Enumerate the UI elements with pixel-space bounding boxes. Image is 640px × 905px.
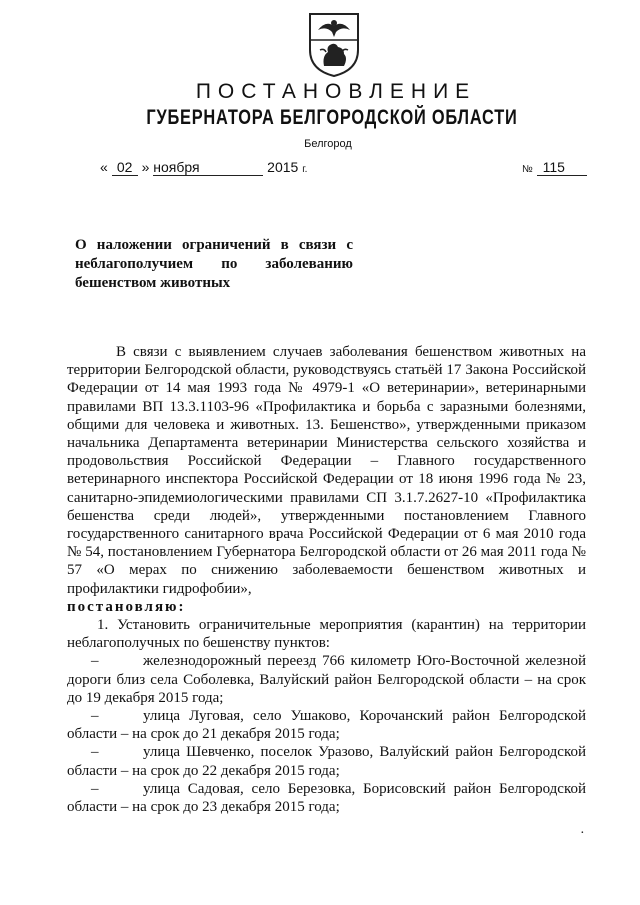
list-item (67, 780, 586, 816)
list-item-text: улица Садовая, село Березовка, Борисовский район Белгородской области – на срок до 23 декабря 2015 года; (67, 780, 586, 816)
document-subject: О наложении ограничений в связи с неблагополучием по заболеванию бешенством животных (75, 237, 353, 291)
resolve-word: постановляю: (67, 598, 186, 615)
list-item (67, 707, 586, 743)
number-label: № (522, 164, 533, 175)
date-day: 02 (112, 159, 138, 176)
scan-mark: · (580, 826, 585, 841)
list-item-text: улица Шевченко, поселок Уразово, Валуйский район Белгородской области – на срок до 22 декабря 2015 года; (67, 744, 586, 779)
document-city: Белгород (304, 138, 352, 150)
preamble-paragraph: В связи с выявлением случаев заболевания бешенством животных на территории Белгородской области, руководствуясь статьёй 17 Закона Российской Федерации от 14 мая 1993 года № 4979-1 «О ветеринарии», ветеринарными правилами ВП 13.3.1103-96 «Профилактика и борьба с заразными болезнями, общими для человека и животных. 13. Бешенство», утвержденными приказом начальника Департамента ветеринарии Министерства сельского хозяйства и продовольствия Российской Федерации – Главного государственного ветеринарного инспектора Российской Федерации от 18 июня 1996 года № 23, санитарно-эпидемиологическими правилами СП 3.1.7.2627-10 «Профилактика бешенства среди людей», утвержденными постановлением Главного государственного санитарного врача Российской Федерации от 6 мая 2010 года № 54, постановлением Губернатора Белгородской области от 26 мая 2011 года № 57 «О мерах по снижению заболеваемости бешенством животных и профилактики гидрофобии», (67, 344, 586, 597)
list-item-text: железнодорожный переезд 766 километр Юго-Восточной железной дороги близ села Соболевка, Валуйский район Белгородской области – на срок до 19 декабря 2015 года; (67, 653, 586, 706)
list-dash: – (91, 744, 99, 761)
date-year: 2015 (267, 159, 299, 175)
document-number (522, 159, 587, 176)
list-dash: – (91, 653, 99, 670)
date-month: ноября (153, 159, 263, 176)
number-value: 115 (537, 159, 587, 176)
date-close-quote: » (141, 159, 150, 175)
list-item (67, 743, 586, 779)
list-item-text: улица Луговая, село Ушаково, Корочанский район Белгородской области – на срок до 21 декабря 2015 года; (67, 708, 586, 743)
document-body (67, 343, 586, 816)
list-dash: – (91, 780, 99, 797)
document-title: ПОСТАНОВЛЕНИЕ (195, 80, 477, 103)
date-year-suffix: г. (302, 164, 308, 175)
document-issuer: ГУБЕРНАТОРА БЕЛГОРОДСКОЙ ОБЛАСТИ (146, 106, 518, 129)
point-1: 1. Установить ограничительные мероприятия (карантин) на территории неблагополучных по бешенству пунктов: (67, 617, 586, 652)
list-dash: – (91, 708, 99, 725)
document-date (100, 159, 307, 176)
date-open-quote: « (100, 159, 108, 175)
list-item (67, 652, 586, 707)
cut-off-next-line (100, 896, 540, 905)
coat-of-arms-icon (306, 10, 362, 78)
